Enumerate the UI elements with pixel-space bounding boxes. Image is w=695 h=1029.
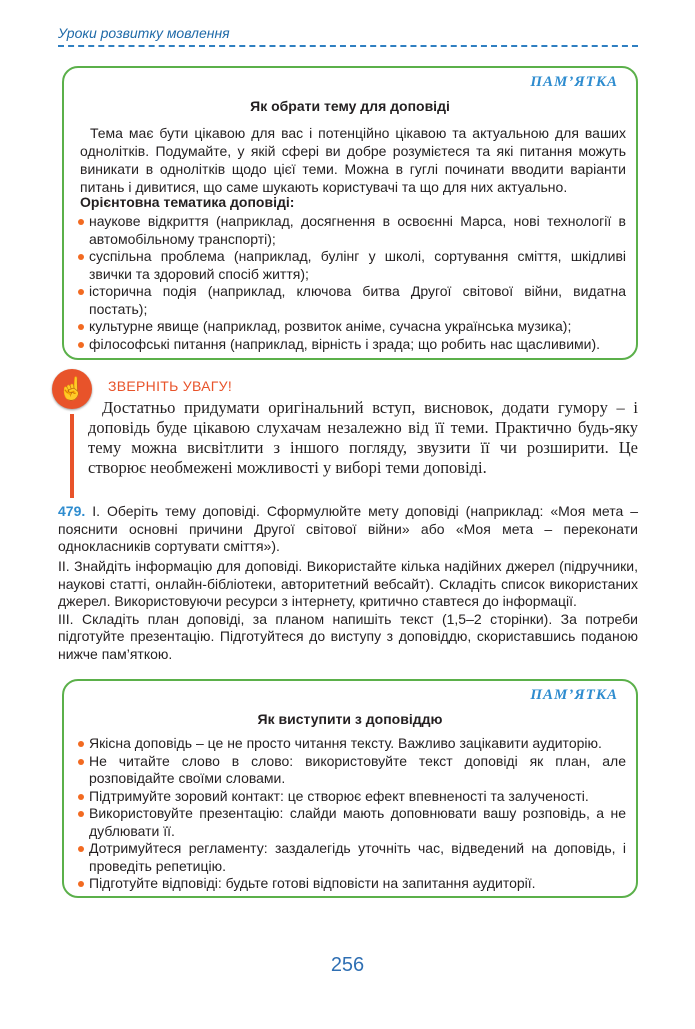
- page-number: 256: [330, 954, 365, 976]
- bullet-icon: [78, 254, 84, 260]
- list-item: історична подія (наприклад, ключова битва Другої світової війни, видатна постать);: [78, 283, 626, 318]
- running-header: Уроки розвитку мовлення: [58, 25, 230, 41]
- memo-title: Як обрати тему для доповіді: [250, 98, 450, 114]
- header-divider: [58, 45, 638, 47]
- bullet-icon: [78, 342, 84, 348]
- attention-bar: [70, 414, 74, 498]
- list-item: Якісна доповідь – це не просто читання тексту. Важливо зацікавити аудиторію.: [78, 735, 626, 753]
- memo-tag: ПАМ’ЯТКА: [530, 74, 618, 90]
- bullet-icon: [78, 289, 84, 295]
- bullet-icon: [78, 811, 84, 817]
- list-item: суспільна проблема (наприклад, булінг у школі, сортування сміття, шкідливі звички та здоровий спосіб життя);: [78, 248, 626, 283]
- list-item: наукове відкриття (наприклад, досягнення в освоєнні Марса, нові технології в автомобільному транспорті);: [78, 213, 626, 248]
- list-item: Використовуйте презентацію: слайди мають доповнювати вашу розповідь, а не дублювати її.: [78, 805, 626, 840]
- memo-tag: ПАМ’ЯТКА: [530, 687, 618, 703]
- list-item: Підготуйте відповіді: будьте готові відповісти на запитання аудиторії.: [78, 875, 626, 893]
- memo-paragraph: Тема має бути цікавою для вас і потенційно цікавою та актуальною для ваших однолітків. Подумайте, у якій сфері ви добре розумієтеся та які питання можуть виникати в однолітків щодо цієї теми. Можна в гуглі починати вводити варіанти питань і дивитися, що саме шукають користувачі та що для них актуально.: [80, 125, 626, 195]
- tips-list: [78, 735, 626, 893]
- topic-list: [78, 213, 626, 353]
- bullet-icon: [78, 794, 84, 800]
- task-part-2-3: [58, 558, 638, 663]
- task-part-2: II. Знайдіть інформацію для доповіді. Використайте кілька надійних джерел (підручники, наукові статті, онлайн-бібліотеки, авторитетний вебсайт). Складіть список використаних джерел. Використовуючи ресурси з інтернету, критично ставтеся до інформації.: [58, 558, 638, 609]
- task-part-3: III. Складіть план доповіді, за планом напишіть текст (1,5–2 сторінки). За потреби підготуйте презентацію. Підготуйтеся до виступу з доповіддю, скориставшись поданою нижче пам’яткою.: [58, 610, 638, 662]
- memo-title: Як виступити з доповіддю: [257, 711, 443, 727]
- attention-hand-icon: ☝: [52, 369, 92, 409]
- task-number: 479.: [58, 503, 86, 519]
- list-item: Не читайте слово в слово: використовуйте текст доповіді як план, але розповідайте своїми словами.: [78, 753, 626, 788]
- attention-text: Достатньо придумати оригінальний вступ, висновок, додати гумору – і доповідь буде цікавою слухачам незалежно від її теми. Практично будь-яку тему можна висвітлити з іншого погляду, звузити її чи розширити. Це створює необмежені можливості у виборі теми доповіді.: [88, 398, 638, 477]
- list-item: Дотримуйтеся регламенту: заздалегідь уточніть час, відведений на доповідь, і проведіть репетицію.: [78, 840, 626, 875]
- memo-box-topic: [62, 66, 638, 360]
- task-part-1: 479. I. Оберіть тему доповіді. Сформулюйте мету доповіді (наприклад: «Моя мета – пояснити основні причини Другої світової війни» або «Моя мета – переконати однокласників сортувати сміття»).: [58, 503, 639, 554]
- bullet-icon: [78, 759, 84, 765]
- list-item: культурне явище (наприклад, розвиток аніме, сучасна українська музика);: [78, 318, 626, 336]
- bullet-icon: [78, 324, 84, 330]
- bullet-icon: [78, 741, 84, 747]
- list-item: філософські питання (наприклад, вірність і зрада; що робить нас щасливими).: [78, 336, 626, 354]
- memo-box-presentation: [62, 679, 638, 898]
- list-item: Підтримуйте зоровий контакт: це створює ефект впевненості та залученості.: [78, 788, 626, 806]
- bullet-icon: [78, 219, 84, 225]
- bullet-icon: [78, 846, 84, 852]
- memo-subheading: Орієнтовна тематика доповіді:: [80, 194, 295, 210]
- attention-title: ЗВЕРНІТЬ УВАГУ!: [108, 378, 233, 394]
- bullet-icon: [78, 881, 84, 887]
